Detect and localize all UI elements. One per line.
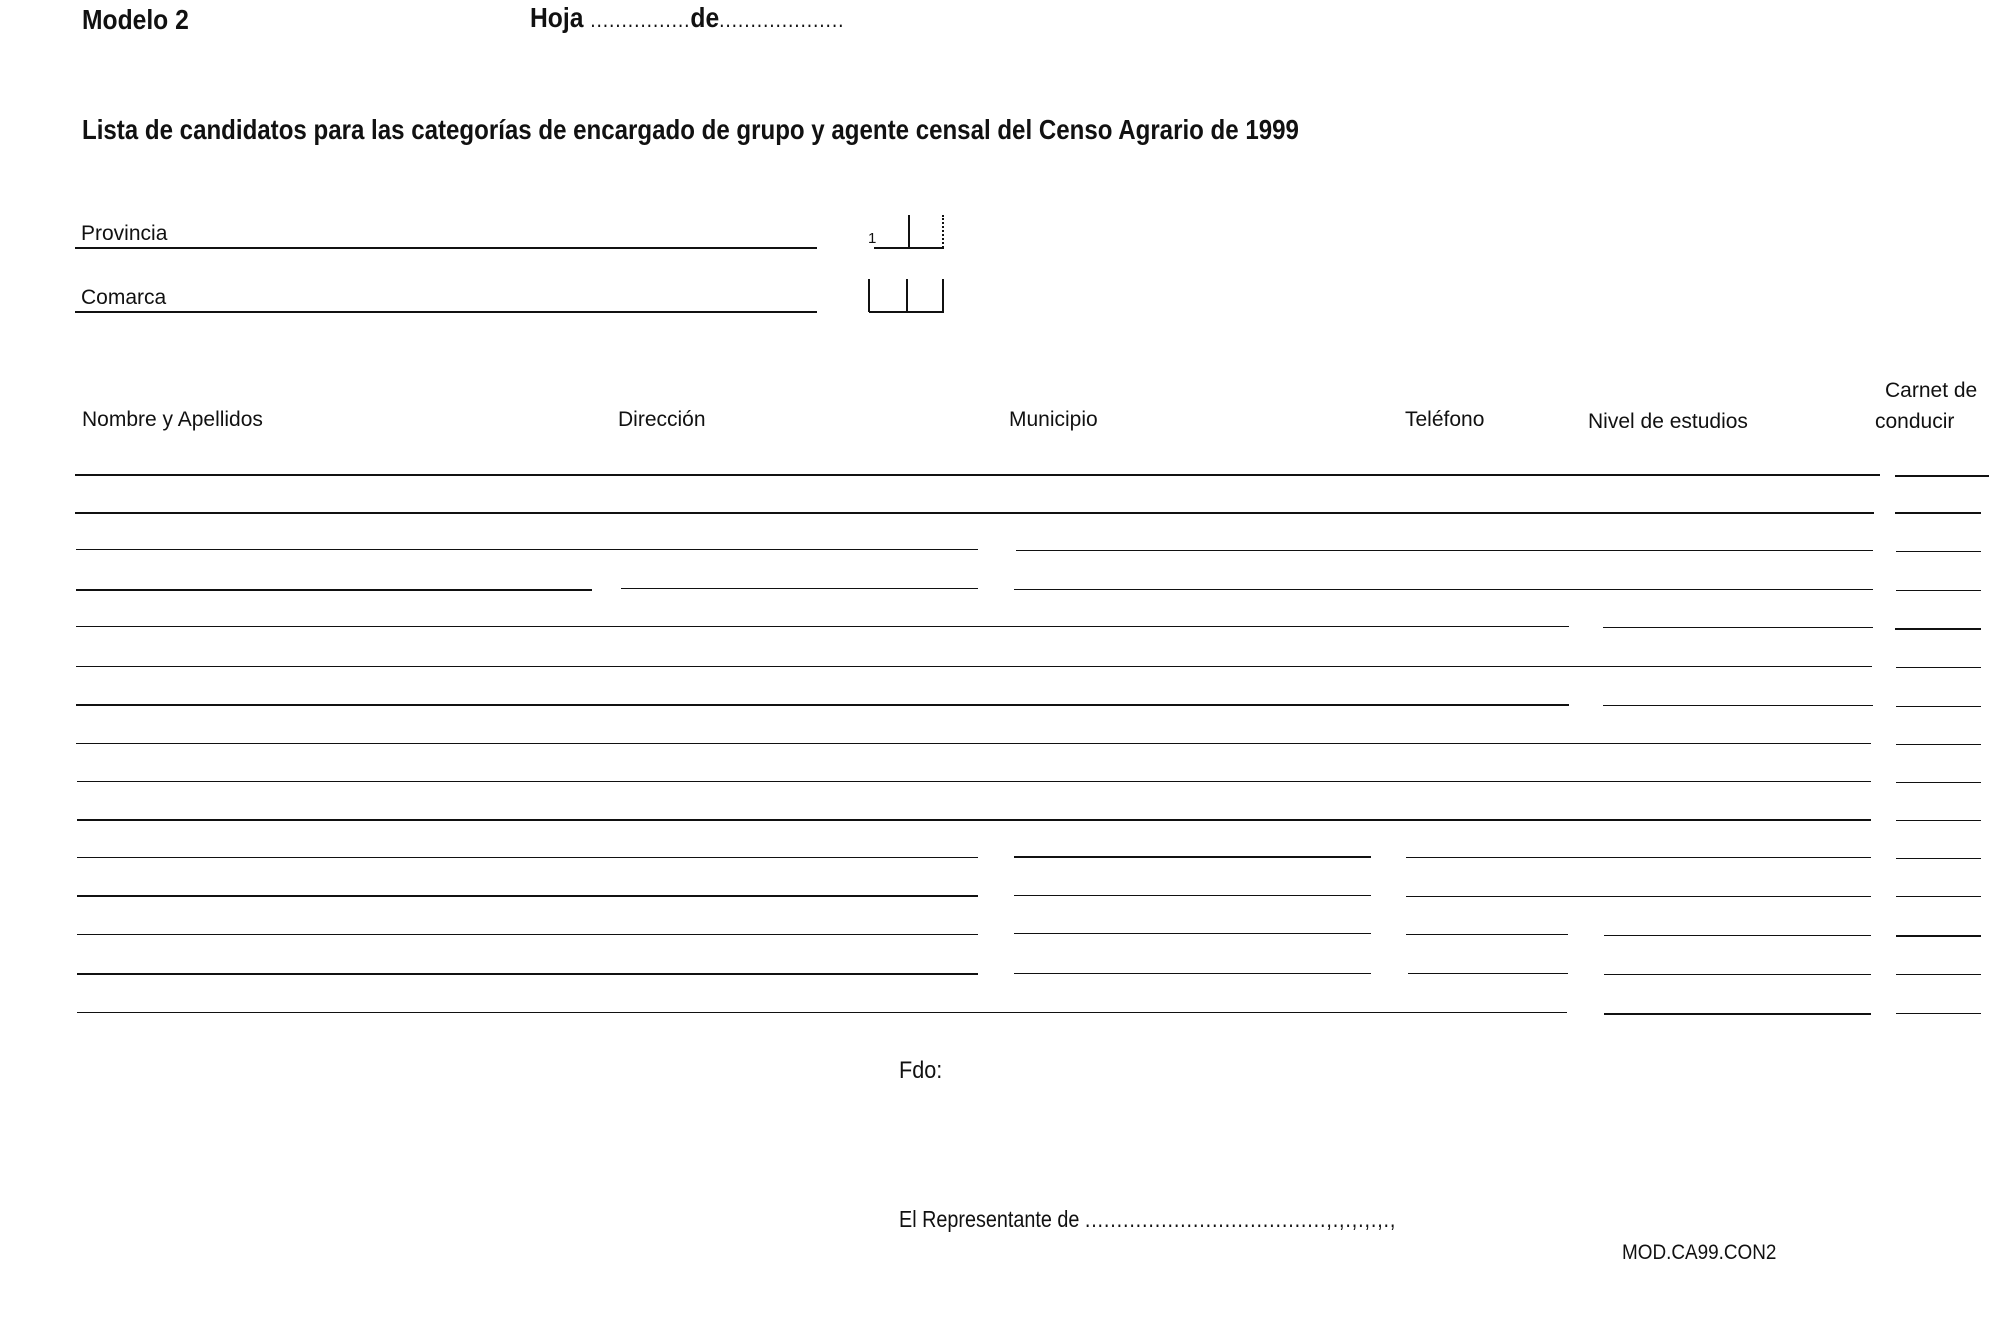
form-code: MOD.CA99.CON2: [1622, 1241, 1777, 1264]
column-carnet-line2: conducir: [1875, 410, 1955, 433]
form-title: Lista de candidatos para las categorías de encargado de grupo y agente censal del Censo Agrario de 1999: [82, 114, 1299, 145]
sheet-label: Hoja: [530, 2, 584, 33]
column-telefono: Teléfono: [1405, 408, 1485, 431]
comarca-input-line[interactable]: [75, 311, 817, 313]
provincia-code-prefix: 1: [868, 230, 877, 247]
provincia-input-line[interactable]: [75, 247, 817, 249]
column-municipio: Municipio: [1009, 408, 1098, 431]
provincia-label: Provincia: [81, 222, 168, 245]
representative-label: El Representante de: [899, 1206, 1080, 1232]
sheet-of-label: de: [690, 2, 720, 33]
representative-line[interactable]: [899, 1206, 1396, 1233]
sheet-total-dots: ....................: [719, 7, 845, 32]
column-carnet-line1: Carnet de: [1885, 379, 1978, 402]
sheet-current-dots: ................: [590, 7, 691, 32]
column-nombre-apellidos: Nombre y Apellidos: [82, 408, 263, 431]
comarca-label: Comarca: [81, 286, 167, 309]
column-nivel-estudios: Nivel de estudios: [1588, 410, 1748, 433]
model-label: Modelo 2: [82, 4, 189, 35]
column-direccion: Dirección: [618, 408, 706, 431]
sheet-number: [530, 2, 844, 34]
representative-dots: ......................................,.,.,.,.,.,: [1084, 1206, 1397, 1232]
signature-label: Fdo:: [899, 1057, 943, 1084]
